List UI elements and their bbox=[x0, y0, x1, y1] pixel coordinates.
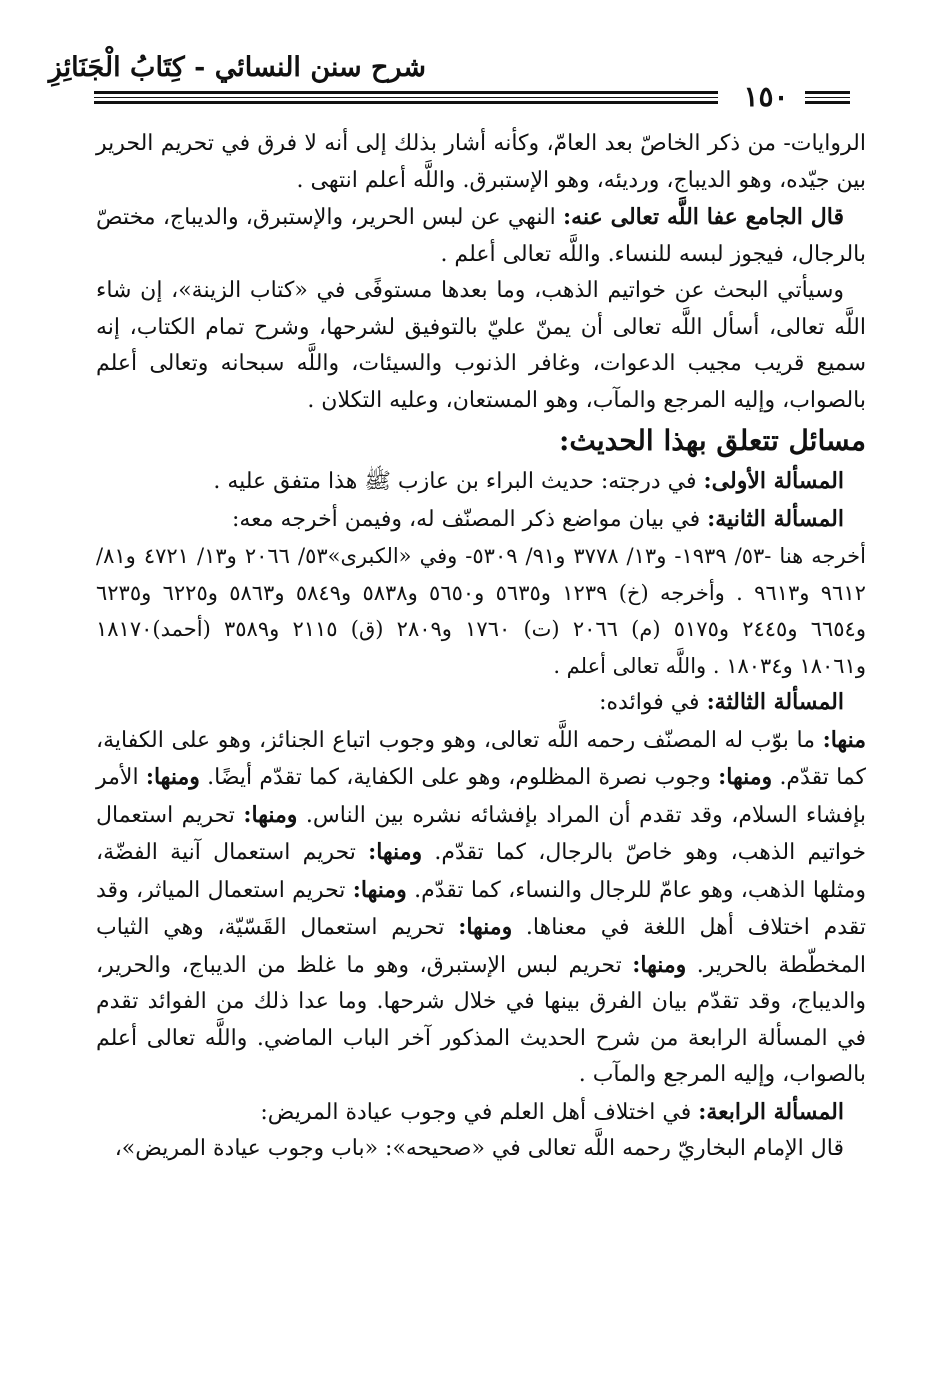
masala-lead: المسألة الأولى: bbox=[703, 468, 844, 494]
masala-text: في اختلاف أهل العلم في وجوب عيادة المريض: bbox=[260, 1099, 699, 1125]
page-number: ١٥٠ bbox=[743, 80, 789, 113]
header-rule-thick-top bbox=[94, 91, 718, 94]
masala-fourth bbox=[96, 1094, 866, 1132]
fawaid-text: تحريم استعمال المياثر، وقد تقدم اختلاف أهل اللغة في معناها. bbox=[96, 877, 867, 940]
masala-third bbox=[96, 684, 866, 722]
header-rule-thin bbox=[94, 97, 718, 98]
masala-lead: المسألة الرابعة: bbox=[698, 1098, 844, 1125]
takhrij-paragraph: أخرجه هنا -٥٣/ ١٩٣٩- و١٣/ ٣٧٧٨ و٩١/ ٥٣٠٩- وفي «الكبرى»٥٣/ ٢٠٦٦ و١٣/ ٤٧٢١ و٨١/ ٩٦١٢ و٩٦١٣ . وأخرجه (خ) ١٢٣٩ و٥٦٣٥ و٥٦٥٠ و٥٨٣٨ و٥٨٤٩ و٥٨٦٣ و٦٢٢٥ و٦٢٣٥ و٦٦٥٤ و٢٤٤٥ و٥١٧٥ (م) ٢٠٦٦ (ت) ١٧٦٠ و٢٨٠٩ (ق) ٢١١٥ و٣٥٨٩ (أحمد)١٨١٧٠ و١٨٠٦١ و١٨٠٣٤ . واللَّه تعالى أعلم . bbox=[96, 544, 866, 678]
fawaid-lead: ومنها: bbox=[632, 951, 687, 978]
fawaid-close: وما عدا ذلك من الفوائد تقدم في المسألة الرابعة من شرح الحديث المذكور آخر الباب الماضي. واللَّه تعالى أعلم بالصواب، وإليه المرجع والمآب . bbox=[96, 989, 866, 1087]
paragraph-lead: قال الجامع عفا اللَّه تعالى عنه: bbox=[563, 204, 844, 230]
fawaid-text: تحريم استعمال القَسّيّة، وهي الثياب المخطّطة بالحرير. bbox=[96, 915, 866, 978]
right-rule-thick-top bbox=[805, 91, 850, 94]
masala-lead: المسألة الثالثة: bbox=[706, 689, 844, 715]
fawaid-lead: ومنها: bbox=[243, 801, 298, 828]
right-rule-thick-bottom bbox=[805, 101, 850, 104]
fawaid-lead: ومنها: bbox=[145, 764, 200, 790]
fawaid-lead: ومنها: bbox=[458, 914, 513, 940]
fawaid-lead: ومنها: bbox=[352, 876, 407, 903]
fawaid-text: الأمر بإفشاء السلام، وقد تقدم أن المراد بإفشائه نشره بين الناس. bbox=[96, 765, 867, 828]
page-body bbox=[96, 126, 866, 1168]
running-title: شرح سنن النسائي - كِتَابُ الْجَنَائِزِ bbox=[48, 52, 426, 83]
masala-text: في فوائده: bbox=[599, 690, 707, 715]
masala-text: في بيان مواضع ذكر المصنّف له، وفيمن أخرجه معه: bbox=[231, 506, 708, 532]
fawaid-text: تحريم استعمال آنية الفضّة، ومثلها الذهب، وهو عامّ للرجال والنساء، كما تقدّم. bbox=[96, 840, 866, 903]
fawaid-lead: ومنها: bbox=[718, 764, 773, 790]
header-rule-thick-bottom bbox=[94, 101, 718, 104]
fawaid-text: تحريم استعمال خواتيم الذهب، وهو خاصّ بالرجال، كما تقدّم. bbox=[96, 802, 866, 865]
section-heading: مسائل تتعلق بهذا الحديث: bbox=[558, 424, 866, 457]
fawaid-text: وجوب نصرة المظلوم، وهو على الكفاية، كما تقدّم أيضًا. bbox=[199, 765, 719, 790]
fawaid-lead: ومنها: bbox=[368, 839, 423, 865]
fawaid-text: تحريم لبس الإستبرق، وهو ما غلظ من الديباج، والحرير، والديباج، وقد تقدّم بيان الفرق بينها في خلال شرحها. bbox=[96, 952, 866, 1014]
last-line: قال الإمام البخاريّ رحمه اللَّه تعالى في «صحيحه»: «باب وجوب عيادة المريض»، bbox=[114, 1136, 844, 1161]
masala-lead: المسألة الثانية: bbox=[707, 505, 844, 532]
fawaid-paragraph bbox=[96, 722, 866, 1094]
fawaid-text: ما بوّب له المصنّف رحمه اللَّه تعالى، وهو وجوب اتباع الجنائز، وهو على الكفاية، كما تقدّم. bbox=[96, 727, 867, 790]
masala-text: في درجته: حديث البراء بن عازب ﷺ هذا متفق عليه . bbox=[213, 469, 704, 494]
paragraph-jami bbox=[96, 199, 866, 273]
paragraph-text: النهي عن لبس الحرير، والإستبرق، والديباج، مختصّ بالرجال، فيجوز لبسه للنساء. واللَّه تعالى أعلم . bbox=[96, 205, 866, 267]
paragraph-conclusion: وسيأتي البحث عن خواتيم الذهب، وما بعدها مستوفًى في «كتاب الزينة»، إن شاء اللَّه تعالى، أسأل اللَّه تعالى أن يمنّ عليّ بالتوفيق لشرحها، وشرح تمام الكتاب، إنه سميع قريب مجيب الدعوات، وغافر الذنوب والسيئات، واللَّه سبحانه وتعالى أعلم بالصواب، وإليه المرجع والمآب، وهو المستعان، وعليه التكلان . bbox=[96, 278, 866, 413]
masala-first bbox=[96, 463, 866, 501]
paragraph-continuation: الروايات- من ذكر الخاصّ بعد العامّ، وكأنه أشار بذلك إلى أنه لا فرق في تحريم الحرير بين جيّده، وهو الديباج، ورديئه، وهو الإستبرق. واللَّه أعلم انتهى . bbox=[96, 131, 866, 193]
right-rule-thin bbox=[805, 97, 850, 98]
fawaid-lead: منها: bbox=[822, 726, 866, 753]
masala-second bbox=[96, 501, 866, 539]
